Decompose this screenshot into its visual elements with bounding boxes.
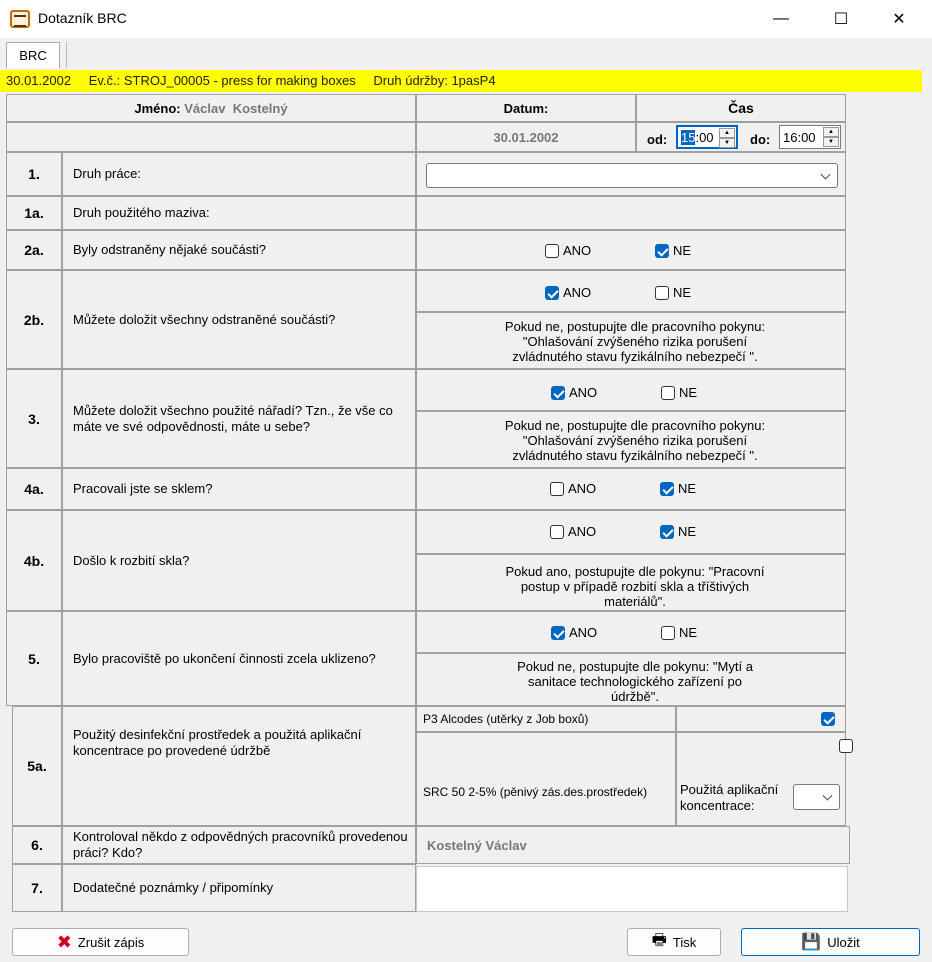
concentration-select[interactable] [793, 784, 840, 810]
question-1a: Druh použitého maziva: [62, 196, 416, 230]
answer-cell-6 [416, 826, 850, 864]
label-yes: ANO [568, 481, 597, 496]
question-3: Můžete doložit všechno použité nářadí? Tzn., že vše co máte ve své odpovědnosti, máte u sebe? [62, 369, 416, 468]
row-num-2a: 2a. [6, 230, 62, 270]
question-5a: Použitý desinfekční prostředek a použitá aplikační koncentrace po provedené údržbě [62, 706, 416, 826]
label-yes: ANO [569, 625, 598, 640]
note-4b: Pokud ano, postupujte dle pokynu: "Pracovní postup v případě rozbití skla a tříštivých materiálů". [505, 564, 765, 609]
print-label: Tisk [672, 934, 697, 950]
question-6: Kontroloval někdo z odpovědných pracovníků provedenou práci? Kdo? [62, 826, 416, 864]
info-ev: Ev.č.: STROJ_00005 - press for making boxes [88, 73, 356, 88]
checkbox-no-4b[interactable] [660, 525, 674, 539]
option-no-3[interactable] [661, 385, 697, 400]
label-no: NE [679, 385, 698, 400]
label-no: NE [678, 524, 697, 539]
answer-cell-3 [416, 369, 846, 411]
row-num-6: 6. [12, 826, 62, 864]
option-yes-4a[interactable] [550, 481, 596, 496]
close-button[interactable]: ✕ [892, 11, 906, 28]
note-3: Pokud ne, postupujte dle pracovního pokynu: "Ohlašování zvýšeného rizika porušení zvládnutého stavu fyzikálního nebezpečí ". [504, 418, 766, 463]
info-bar [0, 70, 922, 92]
row-num-4a: 4a. [6, 468, 62, 510]
label-yes: ANO [568, 524, 597, 539]
checkbox-yes-4b[interactable] [550, 525, 564, 539]
note-2b: Pokud ne, postupujte dle pracovního pokynu: "Ohlašování zvýšeného rizika porušení zvládnutého stavu fyzikálního nebezpečí ". [504, 319, 766, 364]
print-button[interactable] [627, 928, 721, 956]
row-num-4b: 4b. [6, 510, 62, 611]
option-yes-5[interactable] [551, 625, 597, 640]
app-icon [10, 10, 30, 28]
name-label: Jméno: [134, 100, 181, 116]
option-no-4b[interactable] [660, 524, 696, 539]
from-hour: 15 [681, 129, 696, 145]
checkbox-yes-2a[interactable] [545, 244, 559, 258]
to-spin-arrows[interactable]: ▲ ▼ [823, 127, 839, 147]
option-no-2a[interactable] [655, 243, 691, 258]
checkbox-no-5[interactable] [661, 626, 675, 640]
product-2-label: SRC 50 2-5% (pěnivý zás.des.prostředek) [416, 732, 676, 826]
work-type-select[interactable] [426, 163, 838, 188]
answer-cell-2a [416, 230, 846, 270]
answer-cell-1a [416, 196, 846, 230]
checkbox-no-3[interactable] [661, 386, 675, 400]
row-num-1: 1. [6, 152, 62, 196]
question-5: Bylo pracoviště po ukončení činnosti zcela uklizeno? [62, 611, 416, 706]
label-yes: ANO [569, 385, 598, 400]
cancel-label: Zrušit zápis [77, 934, 145, 950]
question-1: Druh práce: [62, 152, 416, 196]
window-title: Dotazník BRC [38, 10, 127, 26]
chevron-down-icon [823, 791, 833, 801]
close-icon: ✖ [56, 931, 72, 952]
concentration-label: Použitá aplikační koncentrace: [680, 782, 779, 813]
product-1-label: P3 Alcodes (utěrky z Job boxů) [416, 706, 676, 732]
save-button[interactable] [741, 928, 920, 956]
option-yes-2a[interactable] [545, 243, 591, 258]
date-value: 30.01.2002 [416, 122, 636, 152]
checkbox-no-2a[interactable] [655, 244, 669, 258]
note-5: Pokud ne, postupujte dle pokynu: "Mytí a sanitace technologického zařízení po údržbě". [517, 659, 753, 704]
save-label: Uložit [827, 934, 860, 950]
option-no-4a[interactable] [660, 481, 696, 496]
row-num-1a: 1a. [6, 196, 62, 230]
row-num-5: 5. [6, 611, 62, 706]
maximize-button[interactable]: ☐ [833, 11, 849, 28]
answer-cell-5 [416, 611, 846, 653]
name-spacer [6, 122, 416, 152]
from-spin-arrows[interactable]: ▲ ▼ [719, 128, 735, 148]
time-from-input[interactable] [676, 125, 738, 149]
question-2a: Byly odstraněny nějaké součásti? [62, 230, 416, 270]
minimize-button[interactable]: — [773, 10, 789, 27]
option-yes-3[interactable] [551, 385, 597, 400]
label-no: NE [678, 481, 697, 496]
checkbox-no-2b[interactable] [655, 286, 669, 300]
name-cell [6, 94, 416, 122]
row-num-7: 7. [12, 864, 62, 912]
answer-cell-4b [416, 510, 846, 554]
label-no: NE [673, 243, 692, 258]
info-date: 30.01.2002 [6, 73, 72, 88]
checkbox-yes-5[interactable] [551, 626, 565, 640]
time-to-input[interactable] [779, 125, 841, 149]
from-minutes: :00 [695, 129, 714, 145]
row-num-3: 3. [6, 369, 62, 468]
option-no-2b[interactable] [655, 285, 691, 300]
question-7: Dodatečné poznámky / připomínky [62, 864, 416, 912]
row-num-5a: 5a. [12, 706, 62, 826]
option-yes-2b[interactable] [545, 285, 591, 300]
controller-name: Kostelný Václav [427, 837, 527, 853]
notes-input[interactable] [416, 866, 848, 912]
label-yes: ANO [563, 285, 592, 300]
checkbox-yes-4a[interactable] [550, 482, 564, 496]
answer-cell-2b [416, 270, 846, 312]
label-no: NE [679, 625, 698, 640]
checkbox-product-1[interactable] [821, 712, 835, 726]
save-icon: 💾 [801, 934, 822, 951]
tab-brc[interactable]: BRC [6, 42, 60, 68]
row-num-2b: 2b. [6, 270, 62, 369]
option-yes-4b[interactable] [550, 524, 596, 539]
info-druh: Druh údržby: 1pasP4 [373, 73, 496, 88]
last-name: Kostelný [232, 100, 288, 116]
first-name: Václav [184, 100, 226, 116]
checkbox-product-2[interactable] [839, 739, 853, 753]
tab-divider [66, 42, 67, 68]
label-yes: ANO [563, 243, 592, 258]
to-value: 16:00 [783, 129, 816, 145]
answer-cell-4a [416, 468, 846, 510]
checkbox-no-4a[interactable] [660, 482, 674, 496]
tab-strip [0, 38, 932, 70]
question-4b: Došlo k rozbití skla? [62, 510, 416, 611]
date-label: Datum: [416, 94, 636, 122]
time-label: Čas [636, 94, 846, 122]
to-label: do: [750, 132, 771, 147]
checkbox-yes-3[interactable] [551, 386, 565, 400]
chevron-down-icon [821, 169, 831, 179]
cancel-record-button[interactable] [12, 928, 189, 956]
printer-icon: 🖶 [651, 931, 667, 949]
option-no-5[interactable] [661, 625, 697, 640]
question-4a: Pracovali jste se sklem? [62, 468, 416, 510]
from-label: od: [647, 132, 668, 147]
label-no: NE [673, 285, 692, 300]
checkbox-yes-2b[interactable] [545, 286, 559, 300]
question-2b: Můžete doložit všechny odstraněné součásti? [62, 270, 416, 369]
